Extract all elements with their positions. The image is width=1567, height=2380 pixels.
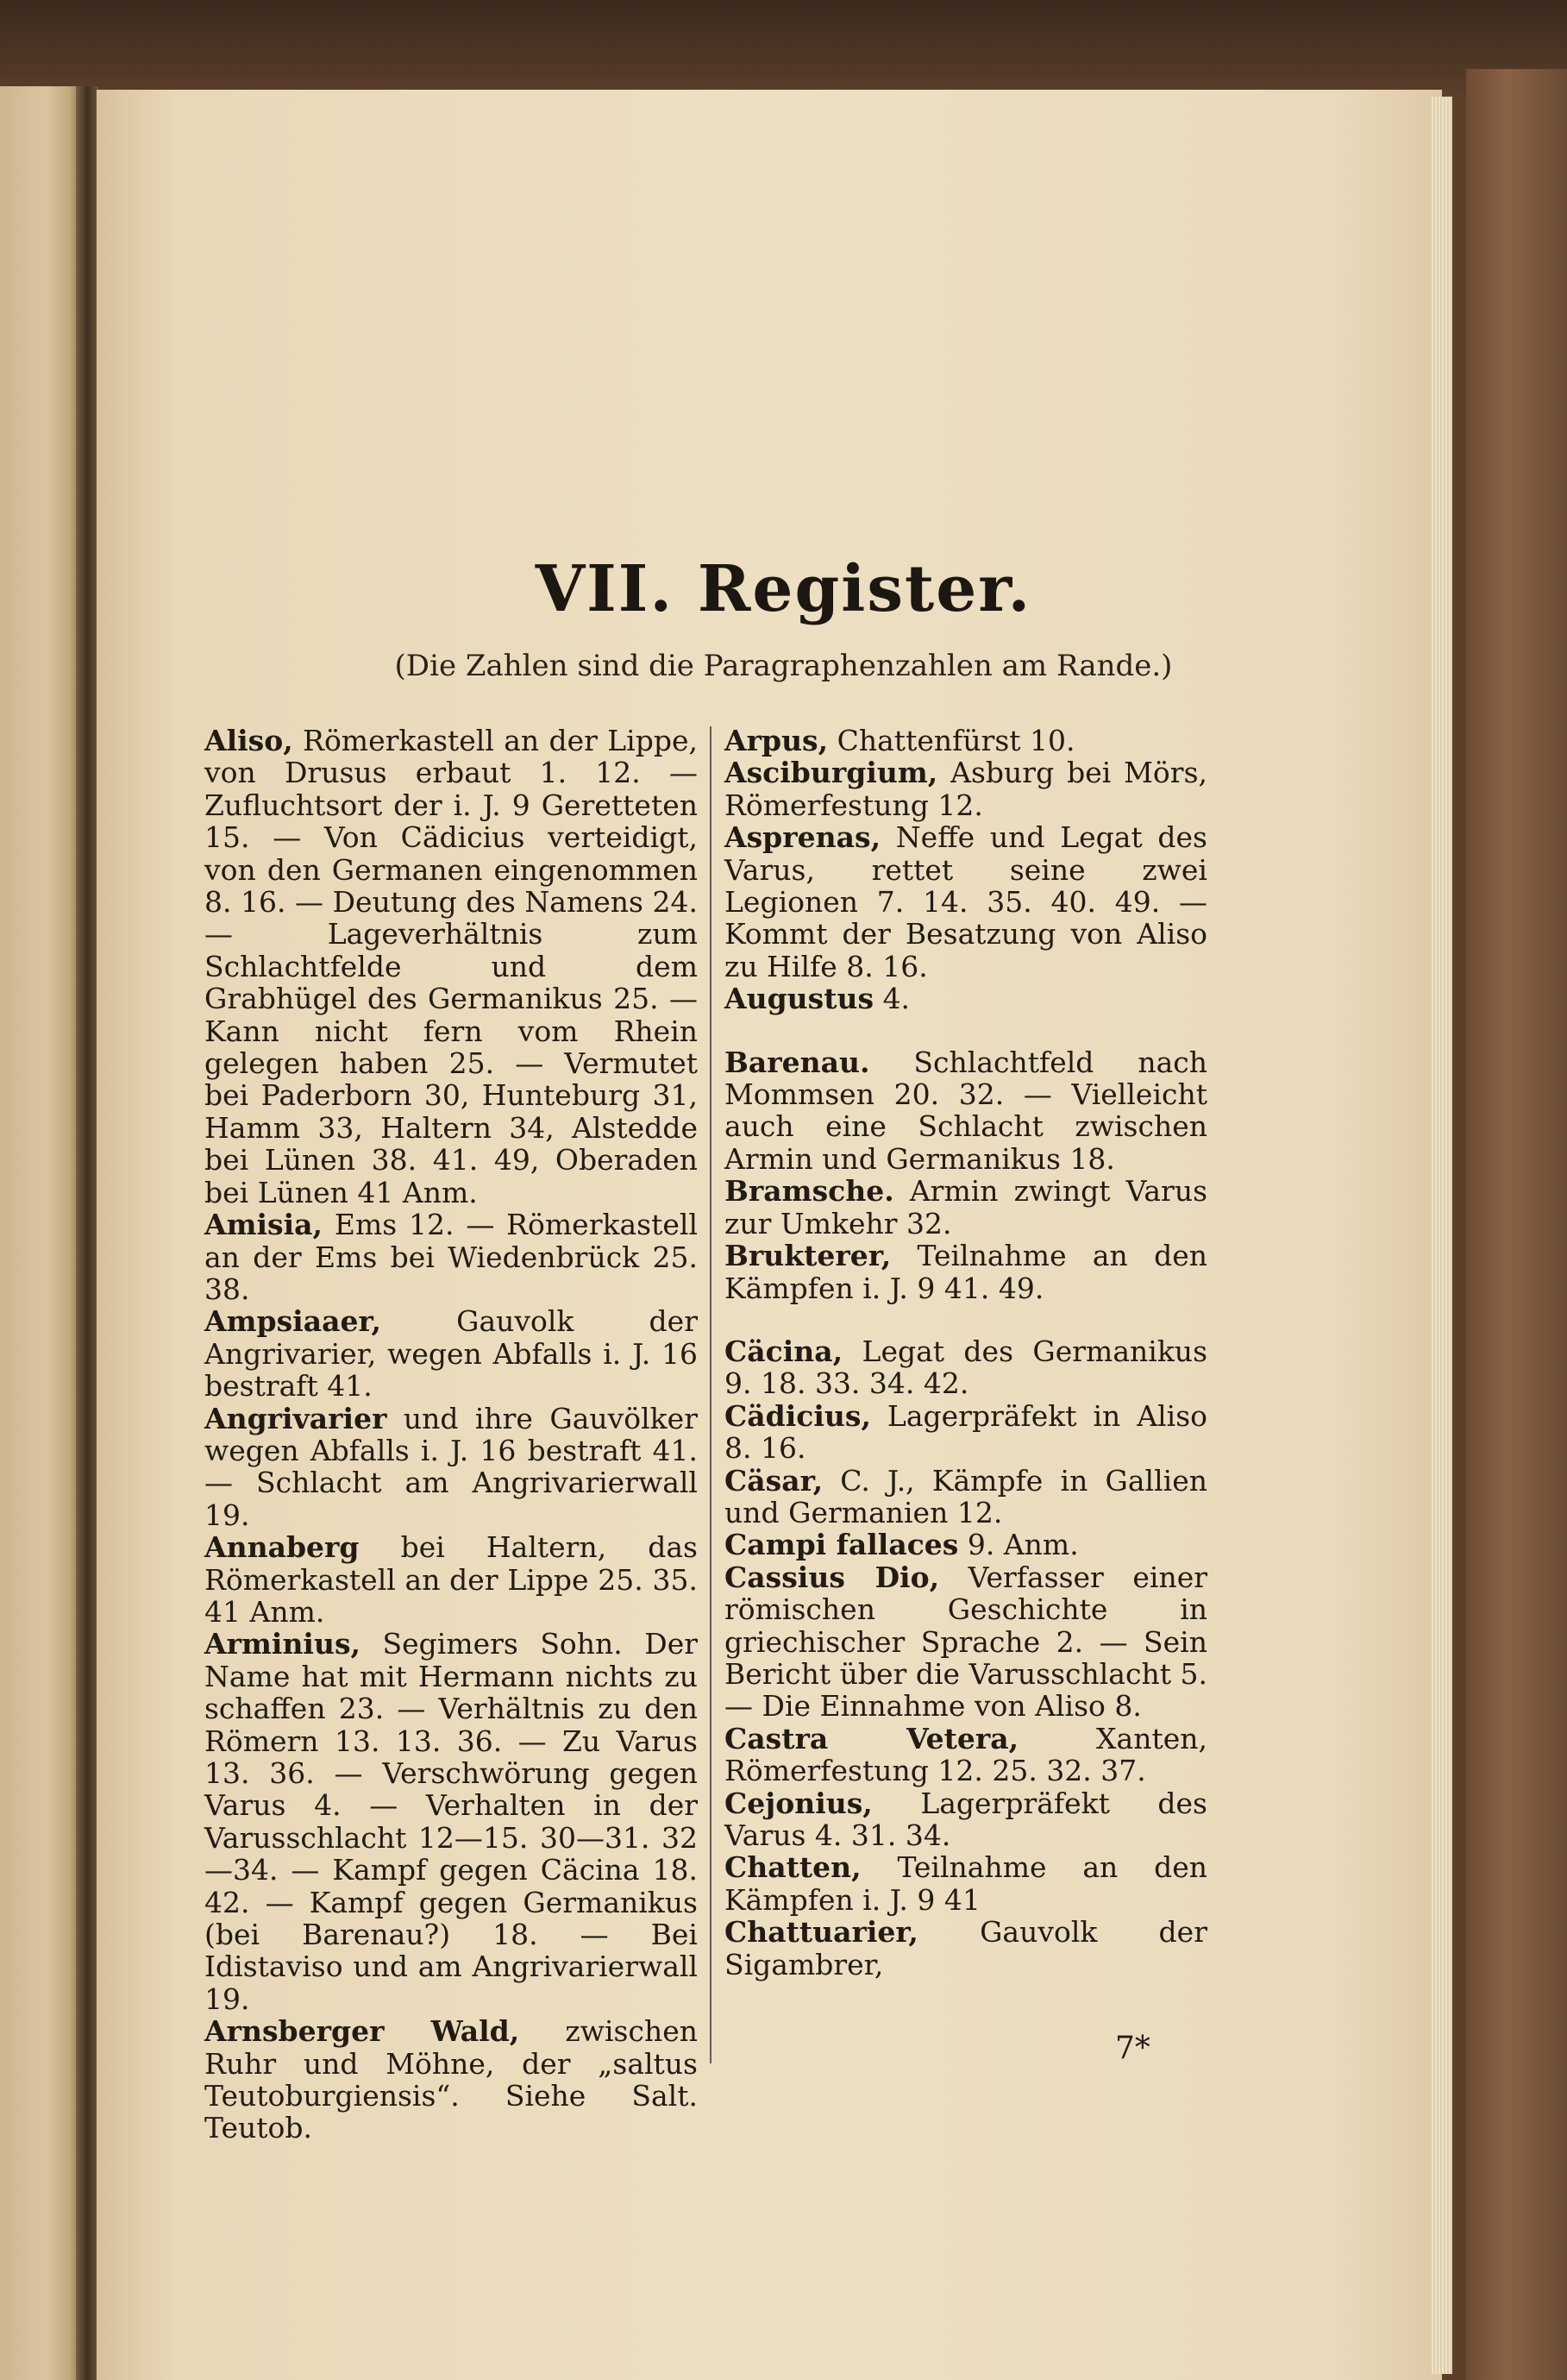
headword: Amisia, xyxy=(204,1208,323,1242)
entry-text: Armin zwingt Varus zur Umkehr 32. xyxy=(724,1174,1208,1240)
headword: Arnsberger Wald, xyxy=(204,2014,520,2049)
index-entry xyxy=(724,757,1207,821)
entry-text: 9. Anm. xyxy=(967,1528,1079,1562)
index-entry xyxy=(724,1400,1207,1465)
index-entry xyxy=(724,1335,1207,1400)
headword: Chatten, xyxy=(724,1850,862,1885)
index-entry xyxy=(204,725,698,1209)
headword: Angrivarier xyxy=(204,1401,387,1435)
headword: Brukterer, xyxy=(724,1239,892,1273)
index-entry xyxy=(724,1787,1207,1852)
index-entry xyxy=(724,725,1207,757)
index-entry xyxy=(724,1465,1207,1529)
headword: Arminius, xyxy=(204,1627,361,1661)
headword: Ampsiaaer, xyxy=(204,1304,381,1339)
entry-text: C. J., Kämpfe in Gallien und Germanien 12. xyxy=(724,1463,1207,1529)
headword: Cäsar, xyxy=(724,1463,824,1498)
headword: Cejonius, xyxy=(724,1786,873,1820)
index-entry xyxy=(724,983,1207,1014)
entry-text: Römerkastell an der Lippe, von Drusus erbaut 1. 12. — Zufluchtsort der i. J. 9 Geretteten 15. — Von Cädicius verteidigt, von den Germanen eingenommen 8. 16. — Deutung des Namens 24. — Lageverhältnis zum Schlachtfelde und dem Grabhügel des Germanikus 25. — Kann nicht fern vom Rhein gelegen haben 25. — Vermutet bei Paderborn 30, Hunteburg 31, Hamm 33, Haltern 34, Alstedde bei Lünen 38. 41. 49, Oberaden bei Lünen 41 Anm. xyxy=(204,724,698,1209)
entry-text: Neffe und Legat des Varus, rettet seine zwei Legionen 7. 14. 35. 40. 49. — Kommt der Besatzung von Aliso zu Hilfe 8. 16. xyxy=(724,820,1207,983)
headword: Asciburgium, xyxy=(724,756,938,790)
entry-text: 4. xyxy=(882,982,911,1016)
entry-text: Schlachtfeld nach Mommsen 20. 32. — Vielleicht auch eine Schlacht zwischen Armin und Germanikus 18. xyxy=(724,1045,1207,1176)
entry-text: Legat des Germanikus 9. 18. 33. 34. 42. xyxy=(724,1334,1207,1401)
index-entry xyxy=(724,1175,1207,1240)
index-entry xyxy=(724,821,1207,983)
headword: Arpus, xyxy=(724,724,829,757)
entry-text: Segimers Sohn. Der Name hat mit Hermann nichts zu schaffen 23. — Verhältnis zu den Römern 13. 13. 36. — Zu Varus 13. 36. — Verschwörung gegen Varus 4. — Verhalten in der Varusschlacht 12—15. 30—31. 32—34. — Kampf gegen Cäcina 18. 42. — Kampf gegen Germanikus (bei Barenau?) 18. — Bei Idistaviso und am Angrivarierwall 19. xyxy=(204,1627,699,2016)
column-divider xyxy=(710,726,711,2063)
headword: Campi fallaces xyxy=(724,1528,959,1562)
page-stack-edge xyxy=(1432,97,1452,2374)
index-entry xyxy=(724,1529,1207,1561)
entry-text: Lagerpräfekt des Varus 4. 31. 34. xyxy=(724,1786,1207,1852)
headword: Cädicius, xyxy=(724,1398,871,1433)
entry-text: zwischen Ruhr und Möhne, der „saltus Teutoburgiensis“. Siehe Salt. Teutob. xyxy=(204,2014,698,2145)
left-page-edge xyxy=(0,86,82,2380)
index-entry xyxy=(724,1561,1207,1723)
headword: Asprenas, xyxy=(724,820,881,855)
entry-text: bei Haltern, das Römerkastell an der Lippe 25. 35. 41 Anm. xyxy=(204,1530,698,1629)
headword: Annaberg xyxy=(204,1530,360,1565)
entry-text: Ems 12. — Römerkastell an der Ems bei Wiedenbrück 25. 38. xyxy=(204,1208,698,1306)
index-entry xyxy=(204,2015,698,2145)
entry-text: Verfasser einer römischen Geschichte in griechischer Sprache 2. — Sein Bericht über die Varusschlacht 5. — Die Einnahme von Aliso 8. xyxy=(724,1560,1207,1724)
headword: Cäcina, xyxy=(724,1334,843,1368)
headword: Aliso, xyxy=(204,724,293,757)
entry-text: Gauvolk der Angrivarier, wegen Abfalls i. J. 16 bestraft 41. xyxy=(204,1304,698,1404)
right-column xyxy=(724,725,1207,1981)
index-entry xyxy=(724,1046,1207,1176)
page-signature: 7* xyxy=(1115,2031,1150,2066)
entry-text: und ihre Gauvölker wegen Abfalls i. J. 16 bestraft 41. — Schlacht am Angrivarierwall 19. xyxy=(204,1401,698,1532)
index-entry xyxy=(724,1240,1207,1304)
left-column xyxy=(204,725,698,2145)
headword: Chattuarier, xyxy=(724,1915,918,1950)
index-entry xyxy=(724,1723,1207,1787)
entry-text: Teilnahme an den Kämpfen i. J. 9 41. 49. xyxy=(724,1239,1207,1305)
book-gutter xyxy=(76,86,98,2380)
index-entry xyxy=(724,1851,1207,1916)
entry-text: Asburg bei Mörs, Römerfestung 12. xyxy=(724,756,1207,822)
page-title: VII. Register. xyxy=(535,552,1032,626)
headword: Bramsche. xyxy=(724,1174,894,1209)
index-entry xyxy=(204,1209,698,1305)
index-entry xyxy=(204,1628,698,2015)
entry-text: Chattenfürst 10. xyxy=(837,724,1075,757)
background-top xyxy=(0,0,1567,95)
headword: Cassius Dio, xyxy=(724,1560,940,1594)
entry-text: Xanten, Römerfestung 12. 25. 32. 37. xyxy=(724,1721,1207,1788)
headword: Barenau. xyxy=(724,1045,870,1079)
headword: Castra Vetera, xyxy=(724,1721,1019,1755)
index-entry xyxy=(204,1305,698,1402)
entry-text: Lagerpräfekt in Aliso 8. 16. xyxy=(724,1398,1207,1466)
entry-text: Gauvolk der Sigambrer, xyxy=(724,1915,1207,1981)
page-subtitle: (Die Zahlen sind die Paragraphenzahlen am Rande.) xyxy=(394,649,1173,683)
book-cover-edge xyxy=(1466,69,1567,2380)
index-entry xyxy=(204,1403,698,1532)
entry-text: Teilnahme an den Kämpfen i. J. 9 41 xyxy=(724,1850,1207,1917)
index-entry xyxy=(724,1916,1207,1981)
headword: Augustus xyxy=(724,982,874,1016)
index-entry xyxy=(204,1531,698,1628)
